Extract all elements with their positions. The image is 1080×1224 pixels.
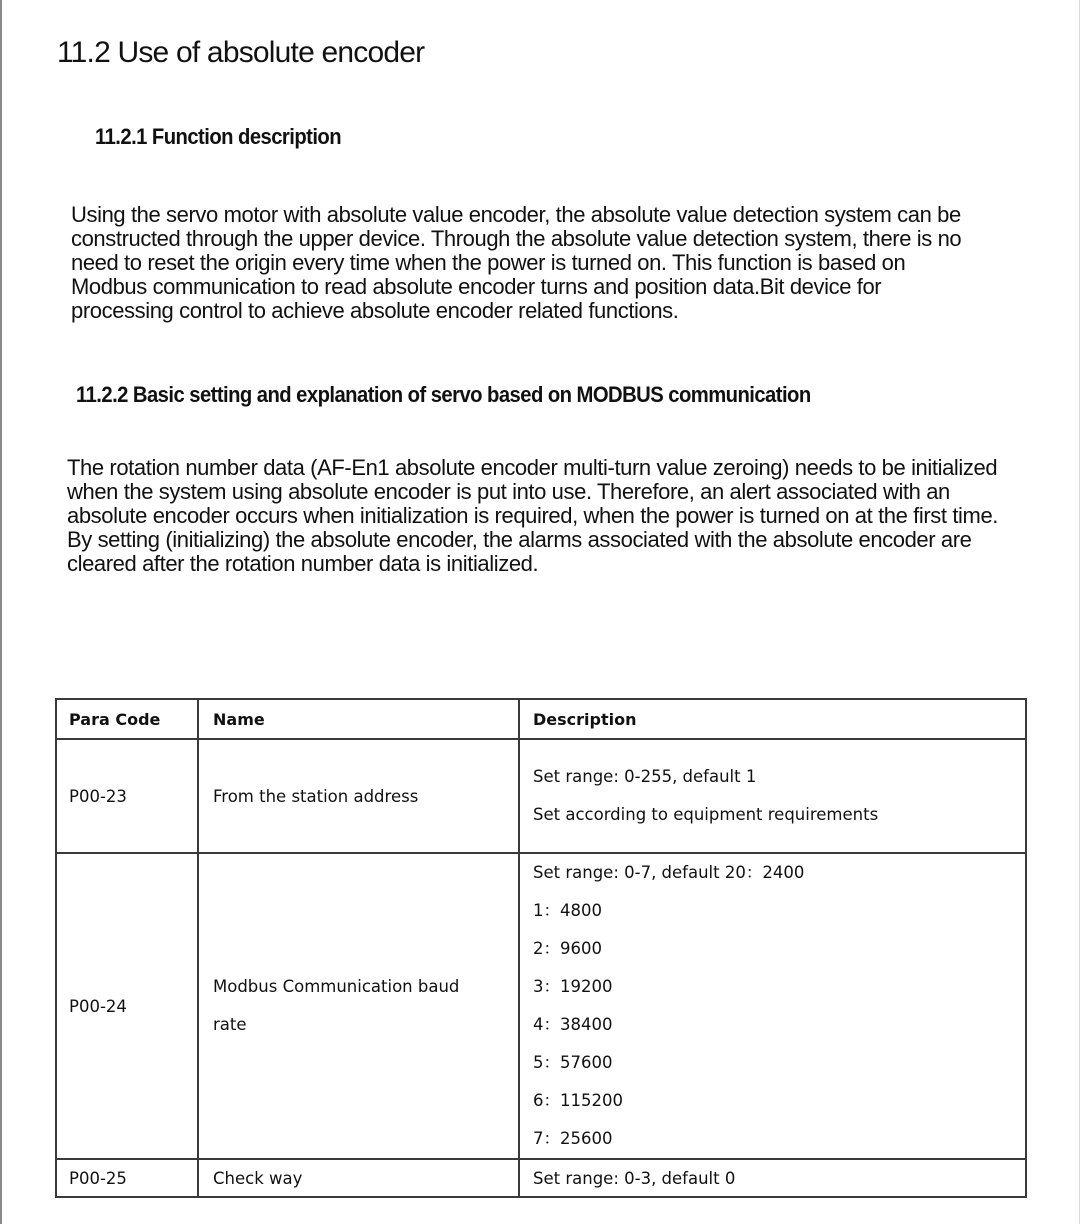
column-header-para-code: Para Code [56,699,198,739]
subsection-title-basic-setting: 11.2.2 Basic setting and explanation of servo based on MODBUS communication [76,382,811,407]
description-line: 5：57600 [533,1053,613,1072]
parameter-table [55,698,1027,1198]
name-text: Check way [213,1168,303,1188]
paragraph-line: absolute encoder occurs when initialization is required, when the power is turned on at the first time. [67,503,998,528]
paragraph-line: constructed through the upper device. Through the absolute value detection system, there is no [71,226,962,251]
paragraph-line: Using the servo motor with absolute value encoder, the absolute value detection system can be [71,202,961,227]
para-code-cell: P00-23 [56,739,198,853]
section-title: 11.2 Use of absolute encoder [57,36,425,69]
name-text: Modbus Communication baud [213,977,460,996]
name-cell [198,1159,519,1197]
name-cell [198,739,519,853]
name-text: rate [213,1015,247,1034]
description-line: Set range: 0-255, default 1 [533,767,757,786]
column-header-name: Name [198,699,519,739]
description-line: Set range: 0-3, default 0 [533,1168,736,1188]
para-code-cell: P00-24 [56,853,198,1159]
description-line: 2：9600 [533,939,602,958]
table-row [56,1159,1026,1197]
paragraph-line: Modbus communication to read absolute encoder turns and position data.Bit device for [71,274,882,299]
description-line: 7：25600 [533,1129,613,1148]
page-edge-left [0,0,2,1224]
paragraph-line: The rotation number data (AF-En1 absolute encoder multi-turn value zeroing) needs to be initialized [67,455,998,480]
paragraph-line: need to reset the origin every time when the power is turned on. This function is based on [71,250,906,275]
description-line: 1：4800 [533,901,602,920]
table-row [56,739,1026,853]
description-line: Set according to equipment requirements [533,805,879,824]
description-cell [519,853,1026,1159]
description-line: 6：115200 [533,1091,623,1110]
paragraph-line: By setting (initializing) the absolute encoder, the alarms associated with the absolute encoder are [67,527,972,552]
table-row [56,853,1026,1159]
table-header-row [56,699,1026,739]
name-text: From the station address [213,786,419,806]
description-line: 4：38400 [533,1015,613,1034]
column-header-description: Description [519,699,1026,739]
paragraph-line: cleared after the rotation number data is initialized. [67,551,539,576]
paragraph-line: when the system using absolute encoder is put into use. Therefore, an alert associated with an [67,479,950,504]
description-cell [519,739,1026,853]
description-line: Set range: 0-7, default 20：2400 [533,863,805,882]
description-line: 3：19200 [533,977,613,996]
paragraph-line: processing control to achieve absolute encoder related functions. [71,298,679,323]
subsection-title-function: 11.2.1 Function description [95,124,342,149]
description-cell [519,1159,1026,1197]
basic-setting-paragraph [67,456,1077,576]
function-description-paragraph [71,203,1061,323]
name-cell [198,853,519,1159]
para-code-cell: P00-25 [56,1159,198,1197]
